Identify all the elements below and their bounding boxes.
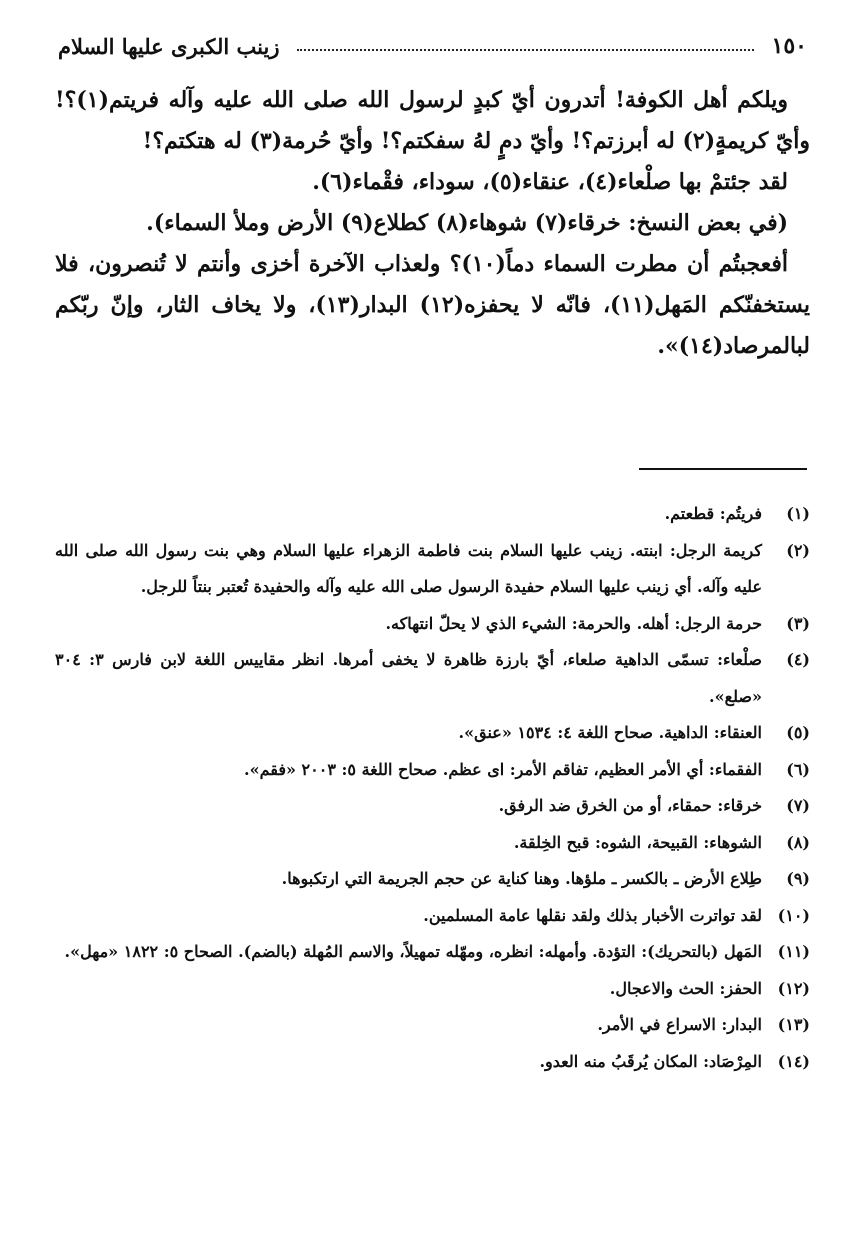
- footnote-separator: [639, 468, 807, 470]
- footnotes: [55, 496, 810, 1080]
- footnote-text: الشوهاء: القبيحة، الشوه: قبح الخِلقة.: [513, 832, 762, 852]
- footnote-text: العنقاء: الداهية. صحاح اللغة ٤: ١٥٣٤ «عنق».: [458, 723, 762, 742]
- footnote-number: (٥): [786, 723, 810, 742]
- footnote-number: (٢): [786, 540, 810, 560]
- footnote: [55, 971, 810, 1008]
- footnote: [55, 934, 810, 971]
- footnote: [55, 496, 810, 533]
- footnote: [55, 642, 810, 715]
- footnote-number: (١): [786, 504, 810, 523]
- main-text: [55, 80, 810, 367]
- footnote-number: (١٠): [777, 905, 810, 925]
- book-title: زينب الكبرى عليها السلام: [58, 33, 280, 59]
- paragraph: لقد جئتمْ بها صلْعاء(٤)، عنقاء(٥)، سوداء، فقْماء(٦).: [312, 169, 788, 195]
- footnote: [55, 715, 810, 752]
- header-leader-dots: [297, 49, 753, 51]
- footnote: [55, 788, 810, 825]
- footnote-text: لقد تواترت الأخبار بذلك ولقد نقلها عامة المسلمين.: [423, 905, 762, 925]
- paragraph: ويلكم أهل الكوفة! أتدرون أيّ كبدٍ لرسول الله صلى الله عليه وآله فريتم(١)؟! وأيّ كريمةٍ(٢) له أبرزتم؟! وأيّ دمٍ لهُ سفكتم؟! وأيّ حُرمة(٣) له هتكتم؟!: [55, 87, 810, 154]
- footnote-number: (١٢): [777, 978, 810, 998]
- footnote-number: (٣): [786, 613, 810, 633]
- footnote-number: (١٤): [777, 1051, 810, 1071]
- page-number: ١٥٠: [771, 33, 807, 59]
- footnote-text: الفقماء: أي الأمر العظيم، تفاقم الأمر: اى عظم. صحاح اللغة ٥: ٢٠٠٣ «فقم».: [244, 759, 762, 779]
- footnote: [55, 861, 810, 898]
- paragraph: (في بعض النسخ: خرقاء(٧) شوهاء(٨) كطلاع(٩) الأرض وملأ السماء).: [146, 210, 788, 236]
- footnote-number: (٤): [786, 650, 810, 669]
- footnote-number: (٨): [786, 832, 810, 852]
- footnote-number: (١٣): [777, 1015, 810, 1034]
- footnote-number: (١١): [777, 942, 810, 961]
- footnote: [55, 1044, 810, 1081]
- footnote-number: (٧): [786, 796, 810, 815]
- paragraph: أفعجبتُم أن مطرت السماء دماً(١٠)؟ ولعذاب الآخرة أخزى وأنتم لا تُنصرون، فلا يستخفنّكم المَهل(١١)، فانّه لا يحفزه(١٢) البدار(١٣)، ولا يخاف الثار، وإنّ ربّكم لبالمرصاد(١٤)».: [55, 251, 811, 359]
- footnote: [55, 825, 810, 862]
- footnote-text: حرمة الرجل: أهله. والحرمة: الشيء الذي لا يحلّ انتهاكه.: [385, 613, 762, 633]
- footnote: [55, 1007, 810, 1044]
- footnote-number: (٩): [786, 869, 810, 888]
- footnote-text: خرقاء: حمقاء، أو من الخرق ضد الرفق.: [498, 796, 762, 815]
- footnote: [55, 752, 810, 789]
- footnote: [55, 606, 810, 643]
- footnote-text: المَهل (بالتحريك): التؤدة. وأمهله: انظره، ومهّله تمهيلاً، والاسم المُهلة (بالضم). الصحاح ٥: ١٨٢٢ «مهل».: [64, 942, 762, 961]
- footnote-text: كريمة الرجل: ابنته. زينب عليها السلام بنت فاطمة الزهراء عليها السلام وهي بنت رسول الله صلى الله عليه وآله. أي زينب عليها السلام حفيدة الرسول صلى الله عليه وآله والحفيدة تُعتبر بنتاً للرجل.: [55, 540, 762, 596]
- footnote-text: فريتُم: قطعتم.: [664, 504, 762, 523]
- footnote-text: البدار: الاسراع في الأمر.: [597, 1015, 762, 1034]
- footnote-text: المِرْصَاد: المكان يُرقَبُ منه العدو.: [539, 1051, 762, 1071]
- footnote: [55, 898, 810, 935]
- footnote-number: (٦): [786, 759, 810, 779]
- footnote-text: طِلاع الأرض ـ بالكسر ـ ملؤها. وهنا كناية عن حجم الجريمة التي ارتكبوها.: [281, 869, 762, 888]
- running-header: [58, 28, 807, 64]
- footnote-text: الحفز: الحث والاعجال.: [609, 978, 762, 998]
- footnote: [55, 533, 810, 606]
- footnote-text: صلْعاء: تسمّى الداهية صلعاء، أيّ بارزة ظاهرة لا يخفى أمرها. انظر مقاييس اللغة لابن فارس ٣: ٣٠٤ «صلع».: [55, 650, 763, 706]
